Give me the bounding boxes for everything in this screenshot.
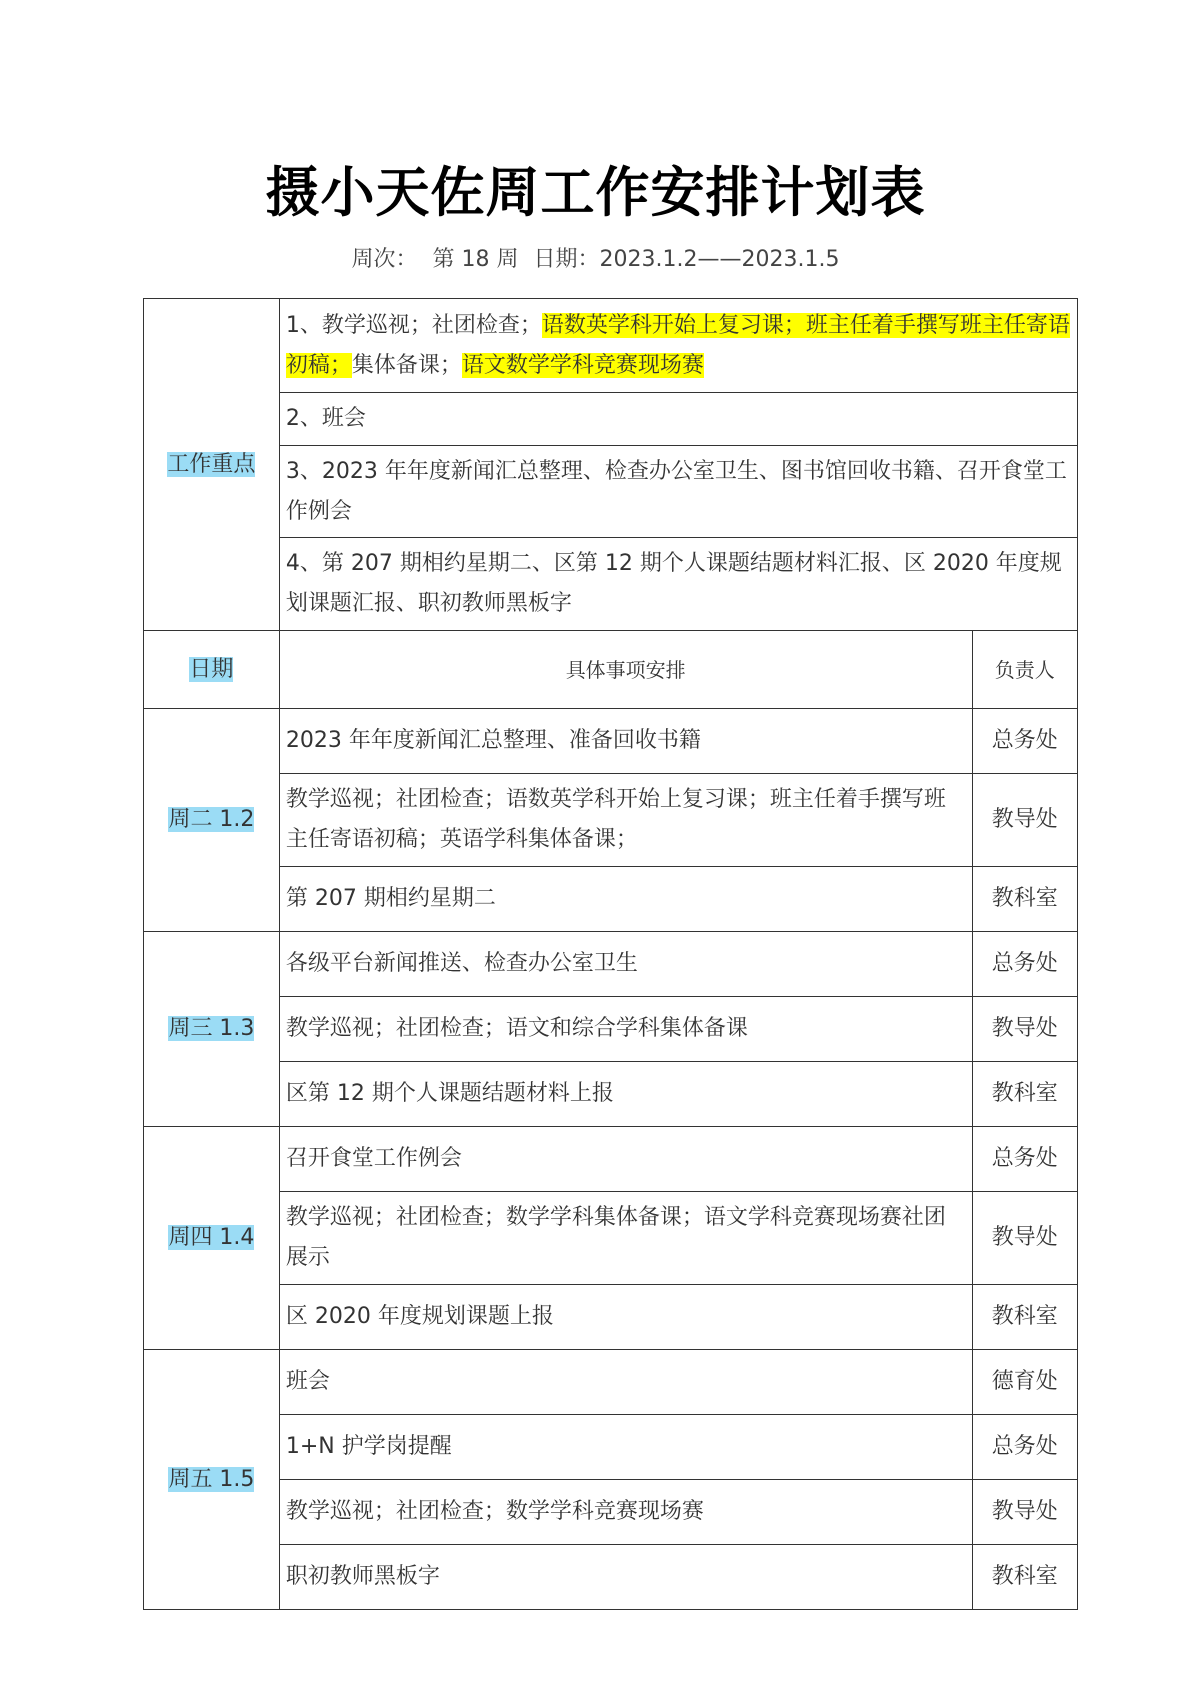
item-cell: 1+N 护学岗提醒 xyxy=(279,1415,972,1480)
owner-cell: 教导处 xyxy=(972,1480,1078,1545)
week-date-line xyxy=(0,242,1191,273)
highlighted-text: 语数英学科开始上复习课；班主任着手撰写班主任寄语初稿； xyxy=(285,312,1070,378)
owner-cell: 教科室 xyxy=(972,1545,1078,1610)
table-row xyxy=(144,1127,1078,1192)
focus-label-cell xyxy=(144,299,280,631)
table-header-row xyxy=(144,631,1078,709)
day-cell xyxy=(144,1350,280,1610)
item-cell: 区 2020 年度规划课题上报 xyxy=(279,1285,972,1350)
item-cell: 教学巡视；社团检查；数学学科竞赛现场赛 xyxy=(279,1480,972,1545)
focus-item-3: 3、2023 年年度新闻汇总整理、检查办公室卫生、图书馆回收书籍、召开食堂工作例会 xyxy=(279,446,1077,538)
item-cell: 各级平台新闻推送、检查办公室卫生 xyxy=(279,932,972,997)
owner-cell: 教导处 xyxy=(972,1192,1078,1285)
focus-row xyxy=(144,299,1078,393)
header-items: 具体事项安排 xyxy=(279,631,972,709)
item-cell: 2023 年年度新闻汇总整理、准备回收书籍 xyxy=(279,709,972,774)
header-owner: 负责人 xyxy=(972,631,1078,709)
table-row xyxy=(144,774,1078,867)
header-date-cell xyxy=(144,631,280,709)
owner-cell: 总务处 xyxy=(972,709,1078,774)
week-value: 第 18 周 xyxy=(432,247,519,272)
day-label: 周五 1.5 xyxy=(168,1466,255,1492)
table-row xyxy=(144,1350,1078,1415)
owner-cell: 总务处 xyxy=(972,1415,1078,1480)
table-row xyxy=(144,1480,1078,1545)
item-cell: 召开食堂工作例会 xyxy=(279,1127,972,1192)
item-cell: 教学巡视；社团检查；数学学科集体备课；语文学科竞赛现场赛社团展示 xyxy=(279,1192,972,1285)
table-row xyxy=(144,867,1078,932)
owner-cell: 总务处 xyxy=(972,1127,1078,1192)
focus-item-1: 1、教学巡视；社团检查；语数英学科开始上复习课；班主任着手撰写班主任寄语初稿；集体备课；语文数学学科竞赛现场赛 xyxy=(279,299,1077,393)
day-cell xyxy=(144,932,280,1127)
date-value: 2023.1.2——2023.1.5 xyxy=(599,247,840,272)
day-label: 周二 1.2 xyxy=(168,807,255,832)
owner-cell: 教导处 xyxy=(972,774,1078,867)
owner-cell: 德育处 xyxy=(972,1350,1078,1415)
schedule-table xyxy=(143,298,1078,1610)
focus-item-4: 4、第 207 期相约星期二、区第 12 期个人课题结题材料汇报、区 2020 年度规划课题汇报、职初教师黑板字 xyxy=(279,538,1077,631)
owner-cell: 教科室 xyxy=(972,867,1078,932)
table-row xyxy=(144,932,1078,997)
day-cell xyxy=(144,709,280,932)
focus-row xyxy=(144,538,1078,631)
focus-item-2: 2、班会 xyxy=(279,393,1077,446)
header-date: 日期 xyxy=(189,656,234,682)
week-label: 周次： xyxy=(351,247,418,272)
focus-row xyxy=(144,446,1078,538)
table-row xyxy=(144,1192,1078,1285)
item-cell: 第 207 期相约星期二 xyxy=(279,867,972,932)
item-cell: 职初教师黑板字 xyxy=(279,1545,972,1610)
date-label: 日期： xyxy=(533,247,600,272)
table-row xyxy=(144,1285,1078,1350)
table-row xyxy=(144,1415,1078,1480)
item-cell: 教学巡视；社团检查；语文和综合学科集体备课 xyxy=(279,997,972,1062)
item-cell: 教学巡视；社团检查；语数英学科开始上复习课；班主任着手撰写班主任寄语初稿；英语学科集体备课； xyxy=(279,774,972,867)
day-cell xyxy=(144,1127,280,1350)
table-row xyxy=(144,997,1078,1062)
item-cell: 区第 12 期个人课题结题材料上报 xyxy=(279,1062,972,1127)
focus-row xyxy=(144,393,1078,446)
page-title: 摄小天佐周工作安排计划表 xyxy=(265,161,926,224)
focus-label: 工作重点 xyxy=(167,451,256,477)
owner-cell: 教导处 xyxy=(972,997,1078,1062)
highlighted-text: 语文数学学科竞赛现场赛 xyxy=(461,352,704,378)
table-row xyxy=(144,1062,1078,1127)
owner-cell: 教科室 xyxy=(972,1285,1078,1350)
table-row xyxy=(144,709,1078,774)
owner-cell: 教科室 xyxy=(972,1062,1078,1127)
day-label: 周四 1.4 xyxy=(168,1225,255,1250)
table-row xyxy=(144,1545,1078,1610)
day-label: 周三 1.3 xyxy=(168,1016,255,1041)
item-cell: 班会 xyxy=(279,1350,972,1415)
owner-cell: 总务处 xyxy=(972,932,1078,997)
